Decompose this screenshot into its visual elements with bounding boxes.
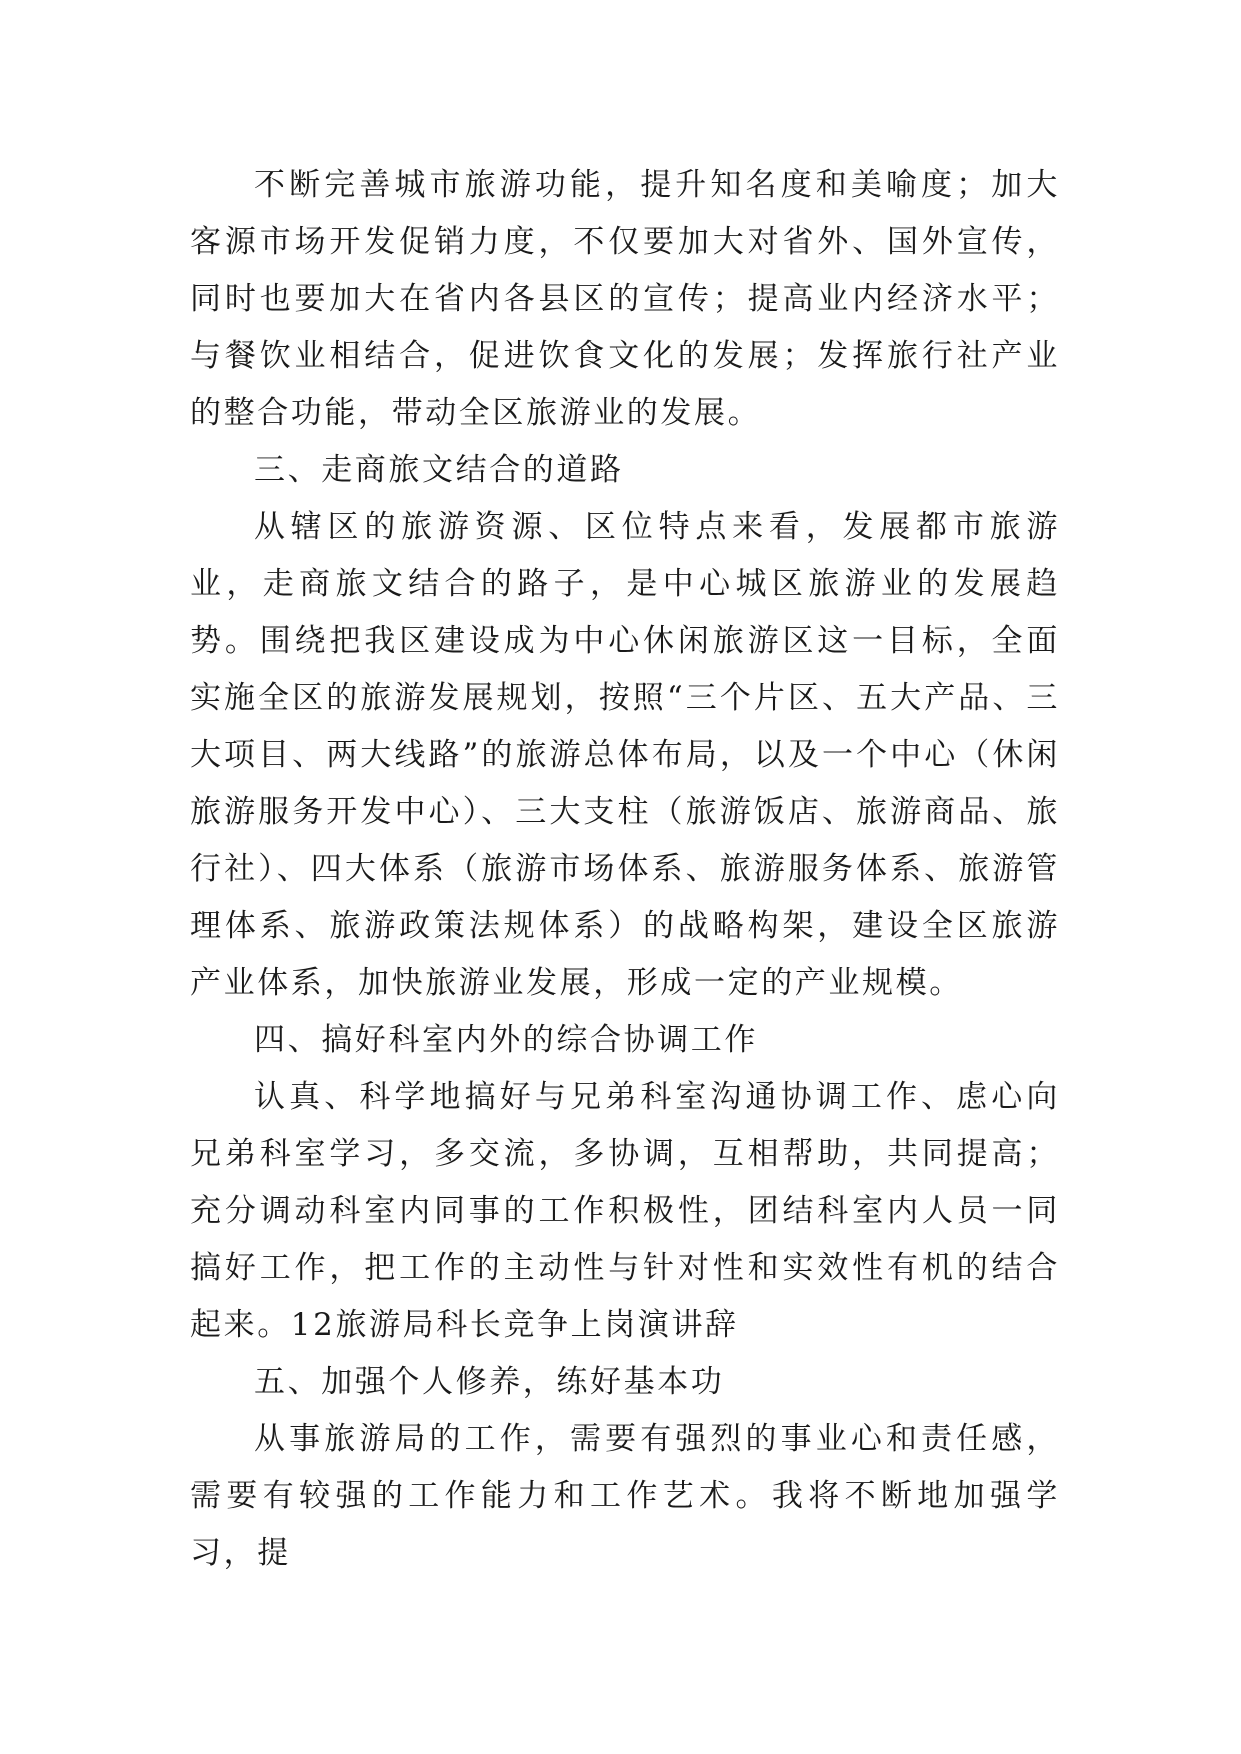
- document-body: [190, 157, 1060, 1582]
- heading-section-four: 四、搞好科室内外的综合协调工作: [254, 1022, 758, 1058]
- paragraph-tourism-functions: 不断完善城市旅游功能，提升知名度和美喻度；加大客源市场开发促销力度，不仅要加大对省外、国外宣传，同时也要加大在省内各县区的宣传；提高业内经济水平；与餐饮业相结合，促进饮食文化的发展；发挥旅行社产业的整合功能，带动全区旅游业的发展。: [190, 167, 1060, 431]
- paragraph-commerce-tourism-culture: 从辖区的旅游资源、区位特点来看，发展都市旅游业，走商旅文结合的路子，是中心城区旅游业的发展趋势。围绕把我区建设成为中心休闲旅游区这一目标，全面实施全区的旅游发展规划，按照“三个片区、五大产品、三大项目、两大线路”的旅游总体布局，以及一个中心（休闲旅游服务开发中心）、三大支柱（旅游饭店、旅游商品、旅行社）、四大体系（旅游市场体系、旅游服务体系、旅游管理体系、旅游政策法规体系）的战略构架，建设全区旅游产业体系，加快旅游业发展，形成一定的产业规模。: [190, 509, 1060, 1001]
- paragraph-personal-cultivation: 从事旅游局的工作，需要有强烈的事业心和责任感，需要有较强的工作能力和工作艺术。我将不断地加强学习，提: [190, 1421, 1060, 1571]
- paragraph-coordination-work: 认真、科学地搞好与兄弟科室沟通协调工作、虑心向兄弟科室学习，多交流，多协调，互相帮助，共同提高；充分调动科室内同事的工作积极性，团结科室内人员一同搞好工作，把工作的主动性与针对性和实效性有机的结合起来。12旅游局科长竞争上岗演讲辞: [190, 1079, 1060, 1343]
- heading-section-five: 五、加强个人修养，练好基本功: [254, 1364, 725, 1400]
- heading-section-three: 三、走商旅文结合的道路: [254, 452, 624, 488]
